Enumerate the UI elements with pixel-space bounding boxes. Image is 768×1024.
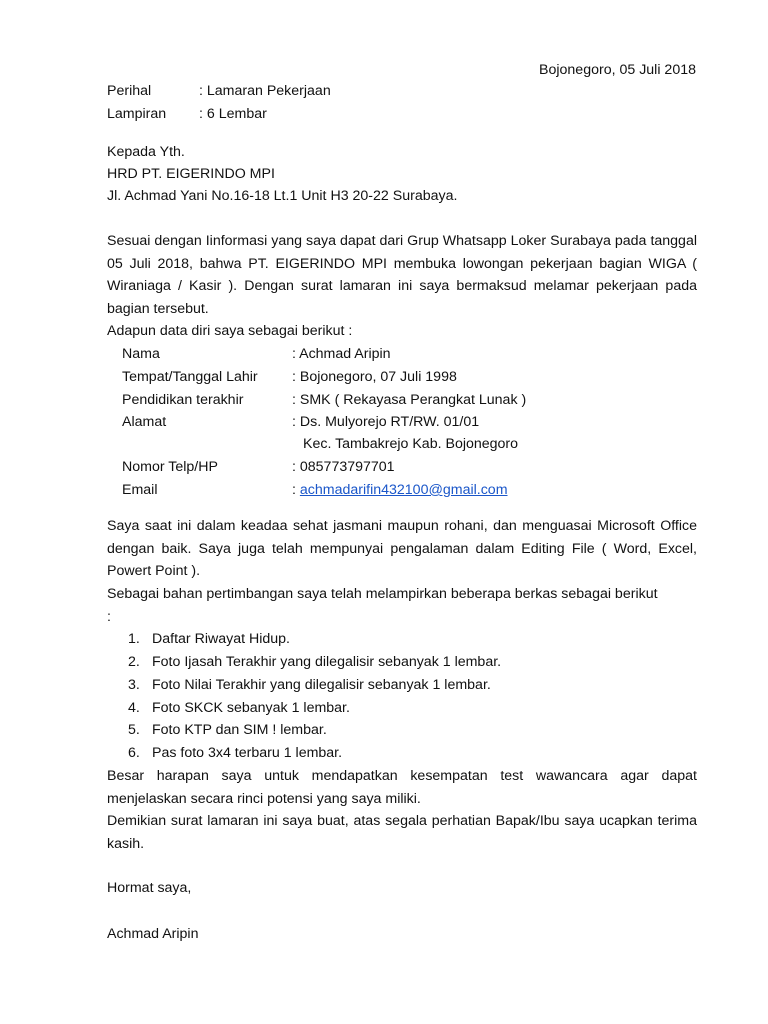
personal-value: : 085773797701 bbox=[292, 459, 395, 475]
list-item-number: 3. bbox=[128, 677, 140, 693]
personal-value: : Bojonegoro, 07 Juli 1998 bbox=[292, 369, 457, 385]
list-item: Foto SKCK sebanyak 1 lembar. bbox=[152, 700, 350, 716]
personal-label: Nomor Telp/HP bbox=[122, 459, 218, 475]
list-item-number: 5. bbox=[128, 722, 140, 738]
subject-value: : Lamaran Pekerjaan bbox=[199, 83, 331, 99]
recipient-greeting: Kepada Yth. bbox=[107, 144, 185, 160]
attachments-intro: Sebagai bahan pertimbangan saya telah melampirkan beberapa berkas sebagai berikut bbox=[107, 586, 658, 602]
list-item-number: 1. bbox=[128, 631, 140, 647]
email-value bbox=[292, 480, 508, 500]
list-item: Foto KTP dan SIM ! lembar. bbox=[152, 722, 327, 738]
signature-name: Achmad Aripin bbox=[107, 926, 199, 942]
list-item: Pas foto 3x4 terbaru 1 lembar. bbox=[152, 745, 343, 761]
personal-value: : SMK ( Rekayasa Perangkat Lunak ) bbox=[292, 392, 527, 408]
personal-value: : Ds. Mulyorejo RT/RW. 01/01 bbox=[292, 414, 480, 430]
attachments-intro-colon: : bbox=[107, 609, 111, 625]
closing-paragraph: Demikian surat lamaran ini saya buat, atas segala perhatian Bapak/Ibu saya ucapkan terima kasih. bbox=[107, 813, 697, 852]
recipient-name: HRD PT. EIGERINDO MPI bbox=[107, 166, 275, 182]
personal-value-continued: Kec. Tambakrejo Kab. Bojonegoro bbox=[303, 436, 519, 452]
personal-label: Email bbox=[122, 482, 158, 498]
personal-label: Alamat bbox=[122, 414, 167, 430]
list-item-number: 2. bbox=[128, 654, 140, 670]
letter-date: Bojonegoro, 05 Juli 2018 bbox=[539, 62, 696, 78]
personal-label: Tempat/Tanggal Lahir bbox=[122, 369, 258, 385]
personal-value: : Achmad Aripin bbox=[292, 346, 391, 362]
email-prefix: : bbox=[292, 482, 300, 498]
subject-label: Perihal bbox=[107, 83, 152, 99]
attachment-value: : 6 Lembar bbox=[199, 106, 267, 122]
intro-paragraph: Sesuai dengan Iinformasi yang saya dapat dari Grup Whatsapp Loker Surabaya pada tanggal 05 Juli 2018, bahwa PT. EIGERINDO MPI membuka lowongan pekerjaan bagian WIGA ( Wiraniaga / Kasir ). Dengan surat lamaran ini saya bermaksud melamar pekerjaan pada bagian tersebut. bbox=[107, 233, 697, 317]
list-item: Foto Ijasah Terakhir yang dilegalisir sebanyak 1 lembar. bbox=[152, 654, 502, 670]
personal-label: Nama bbox=[122, 346, 160, 362]
email-link[interactable]: achmadarifin432100@gmail.com bbox=[299, 482, 508, 498]
list-item-number: 6. bbox=[128, 745, 140, 761]
salutation: Hormat saya, bbox=[107, 880, 192, 896]
hope-paragraph: Besar harapan saya untuk mendapatkan kesempatan test wawancara agar dapat menjelaskan secara rinci potensi yang saya miliki. bbox=[107, 768, 697, 807]
attachment-label: Lampiran bbox=[107, 106, 167, 122]
list-item-number: 4. bbox=[128, 700, 140, 716]
health-skills-paragraph: Saya saat ini dalam keadaa sehat jasmani maupun rohani, dan menguasai Microsoft Office dengan baik. Saya juga telah mempunyai pengalaman dalam Editing File ( Word, Excel, Powert Point ). bbox=[107, 518, 697, 579]
list-item: Foto Nilai Terakhir yang dilegalisir sebanyak 1 lembar. bbox=[152, 677, 491, 693]
list-item: Daftar Riwayat Hidup. bbox=[152, 631, 290, 647]
data-intro: Adapun data diri saya sebagai berikut : bbox=[107, 323, 353, 339]
personal-label: Pendidikan terakhir bbox=[122, 392, 244, 408]
recipient-address: Jl. Achmad Yani No.16-18 Lt.1 Unit H3 20-22 Surabaya. bbox=[107, 188, 458, 204]
